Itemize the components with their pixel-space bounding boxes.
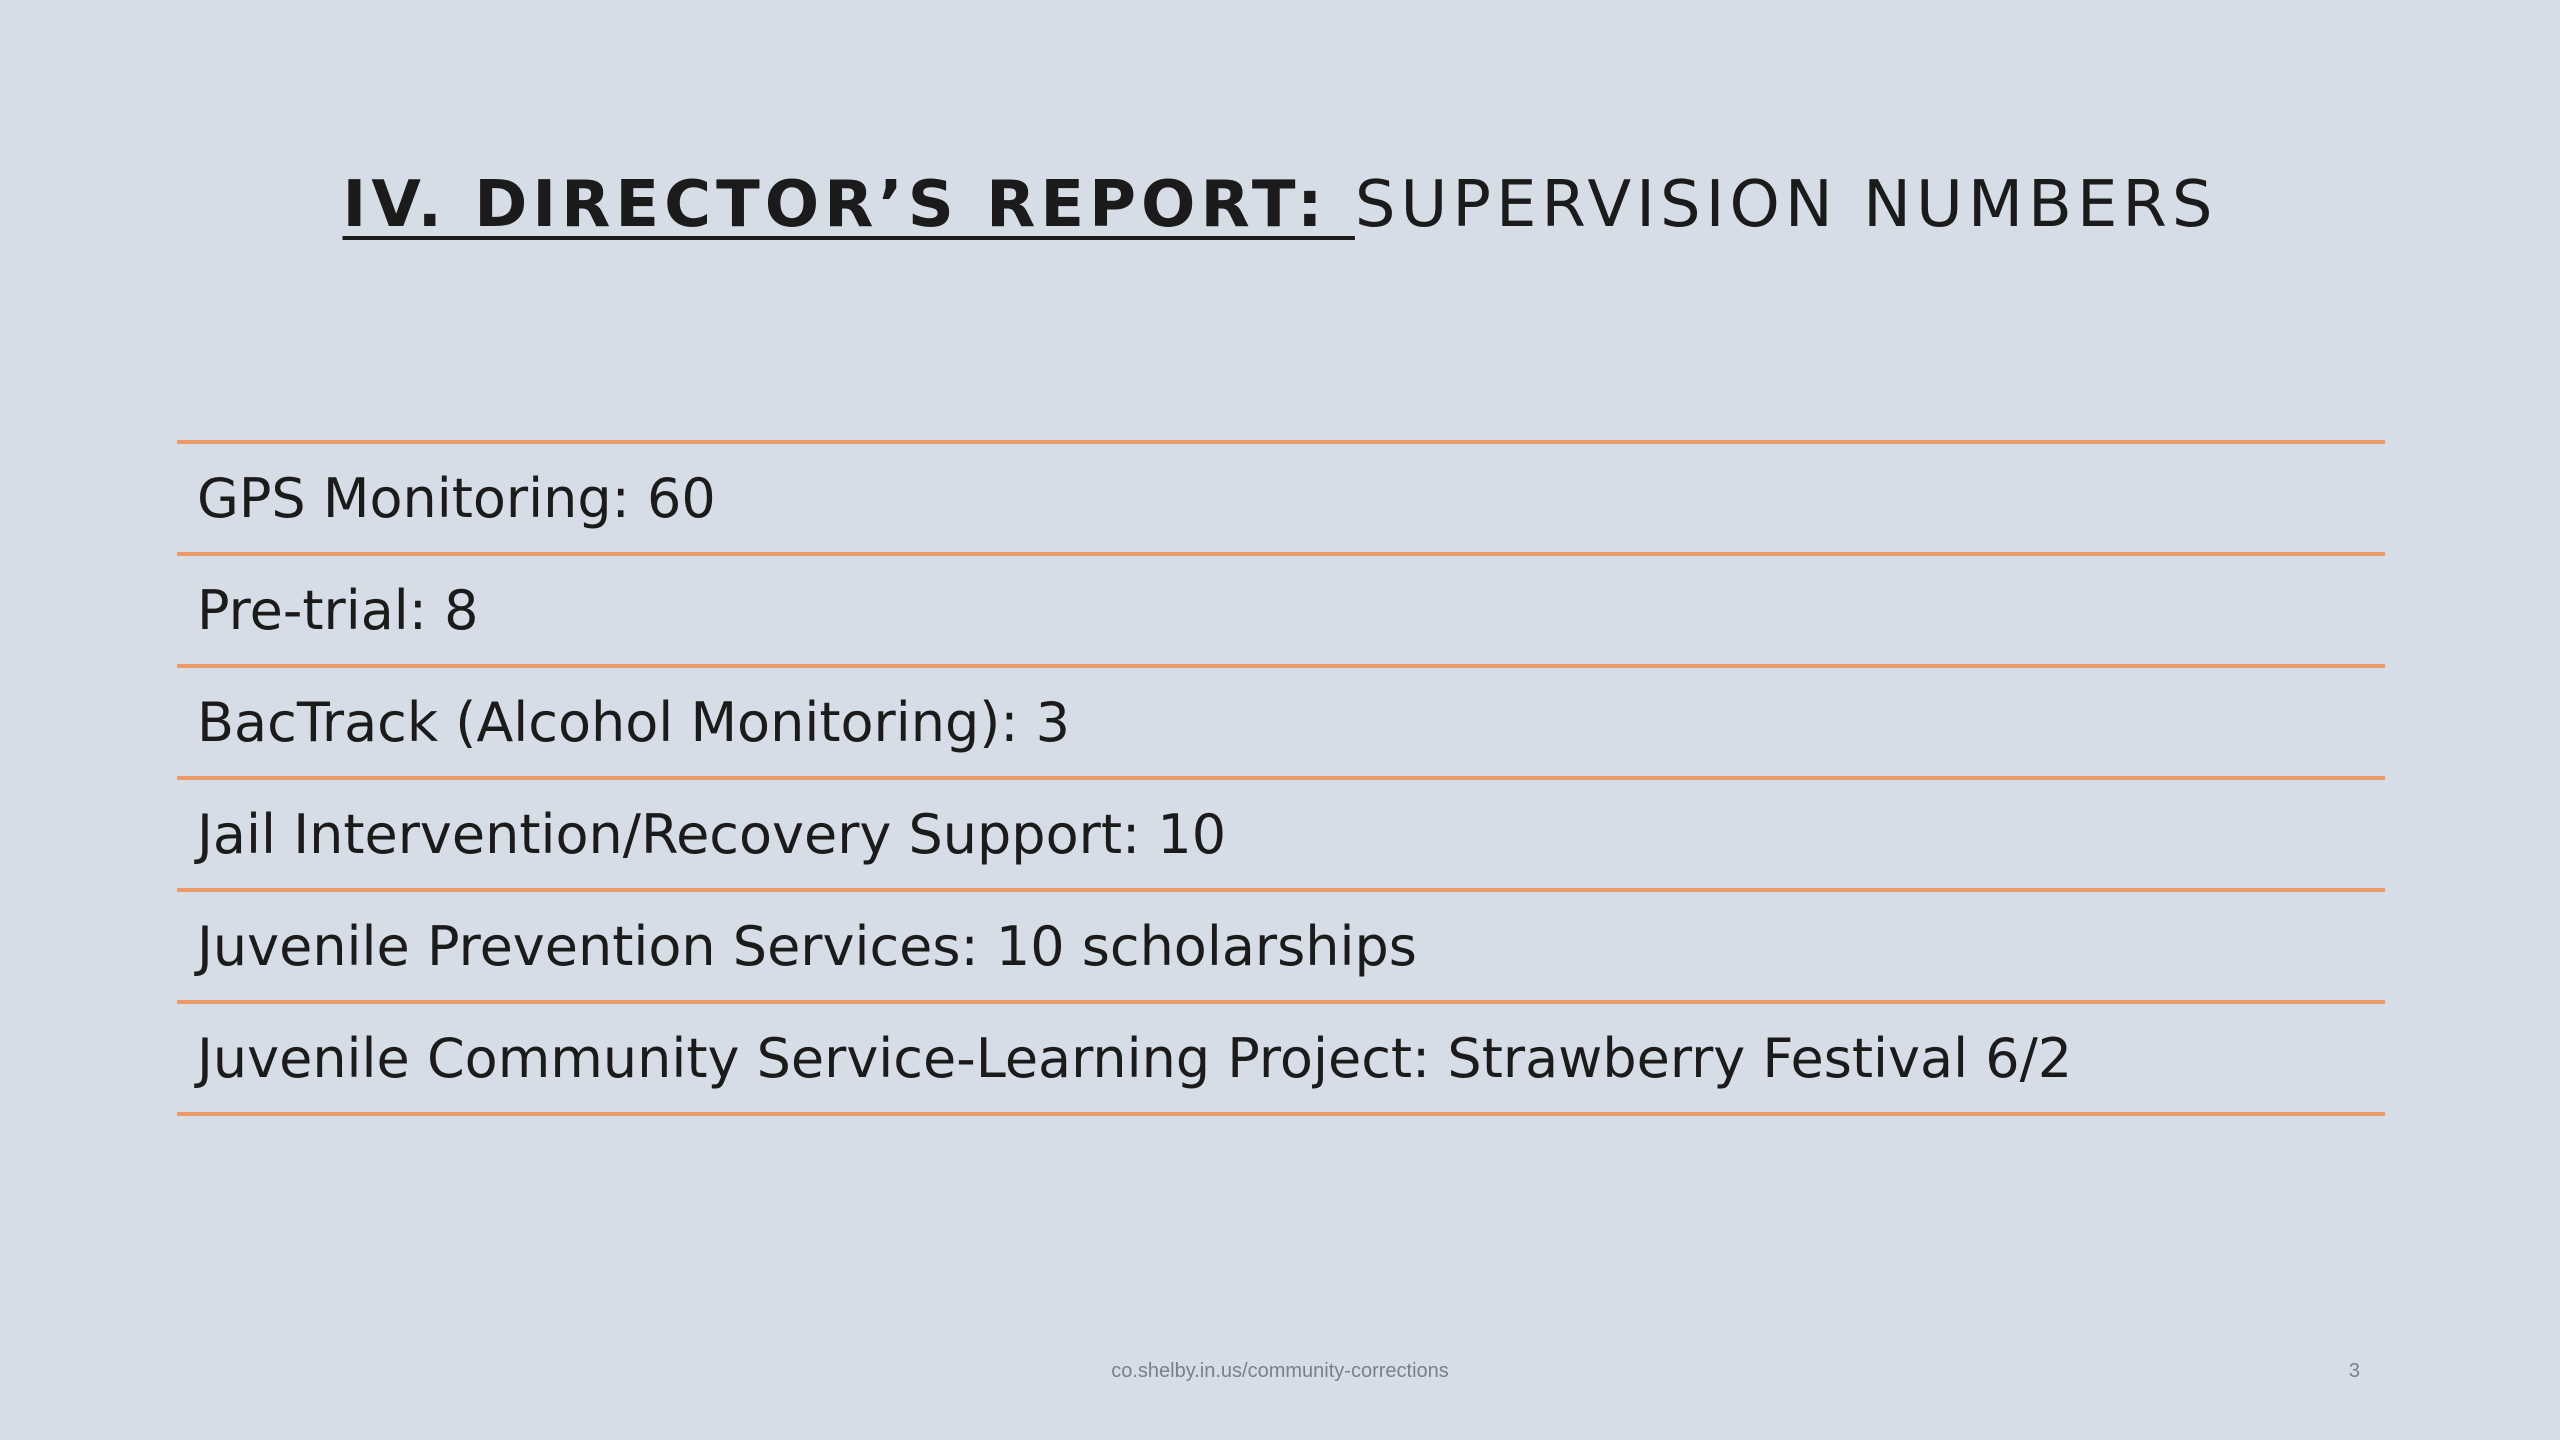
supervision-list bbox=[177, 440, 2385, 1116]
title-subject: SUPERVISION NUMBERS bbox=[1354, 168, 2218, 242]
footer-url: co.shelby.in.us/community-corrections bbox=[1111, 1360, 1449, 1382]
list-item-juvenile-prevention: Juvenile Prevention Services: 10 scholarships bbox=[177, 892, 2385, 1004]
list-item-gps: GPS Monitoring: 60 bbox=[177, 444, 2385, 556]
page-number: 3 bbox=[2348, 1360, 2360, 1382]
list-item-juvenile-service-learning: Juvenile Community Service-Learning Project: Strawberry Festival 6/2 bbox=[177, 1004, 2385, 1116]
title-section-label: IV. DIRECTOR’S REPORT: bbox=[342, 168, 1355, 242]
list-item-bactrack: BacTrack (Alcohol Monitoring): 3 bbox=[177, 668, 2385, 780]
list-item-pretrial: Pre-trial: 8 bbox=[177, 556, 2385, 668]
slide-title bbox=[0, 170, 2560, 240]
list-item-jail-intervention: Jail Intervention/Recovery Support: 10 bbox=[177, 780, 2385, 892]
